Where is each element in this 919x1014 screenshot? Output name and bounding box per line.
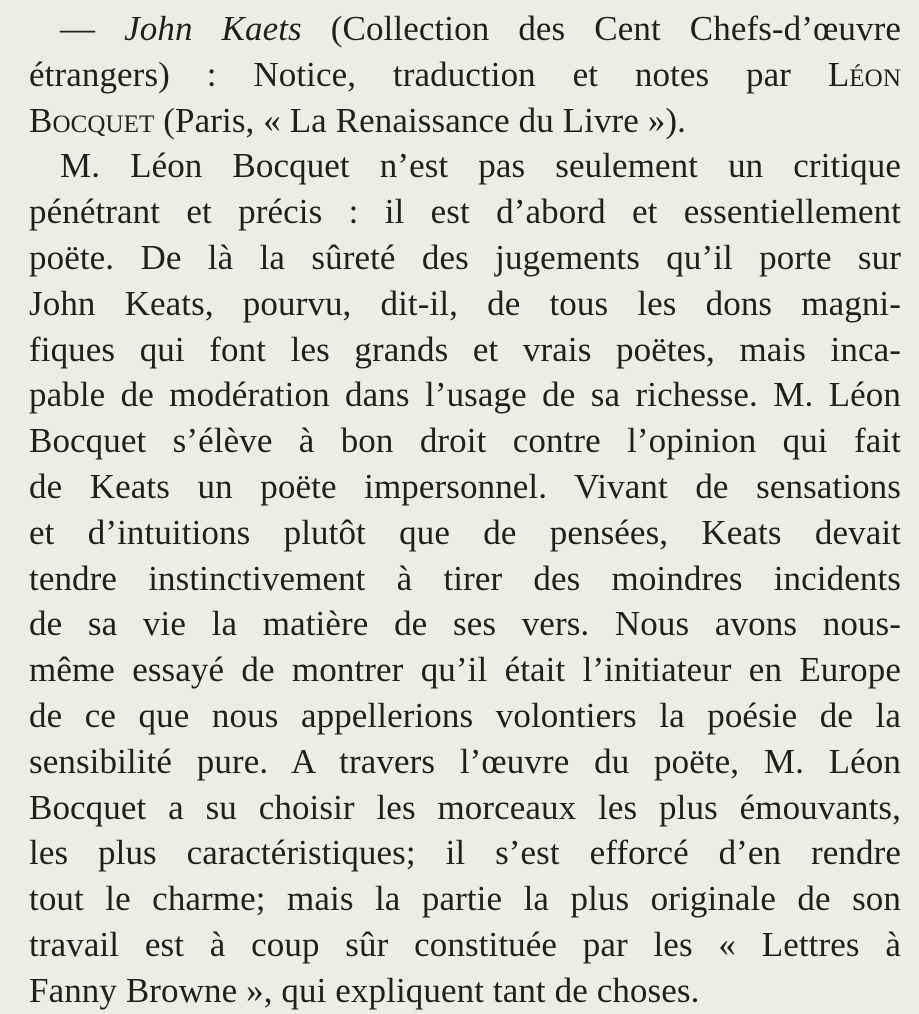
entry-line-1: (Collection des Cent Chefs-d’œuvre xyxy=(301,9,902,48)
entry-title: John Kaets xyxy=(124,9,302,48)
body-line-2: pénétrant et précis : il est d’abord et essentiellement xyxy=(29,192,901,232)
body-line-12: même essayé de montrer qu’il était l’initiateur en Europe xyxy=(29,650,901,690)
entry-publisher: (Paris, « La Renaissance du Livre »). xyxy=(154,100,686,140)
body-line-14: sensibilité pure. A travers l’œuvre du poëte, M. Léon xyxy=(29,741,901,781)
body-line-1: M. Léon Bocquet n’est pas seulement un critique xyxy=(60,146,901,186)
entry-line-2: étrangers) : Notice, traduction et notes par xyxy=(29,54,828,94)
body-line-6: pable de modération dans l’usage de sa richesse. M. Léon xyxy=(29,375,901,415)
body-line-19: Fanny Browne », qui expliquent tant de choses. xyxy=(29,970,700,1010)
body-line-5: fiques qui font les grands et vrais poëtes, mais inca- xyxy=(29,329,901,369)
body-line-9: et d’intuitions plutôt que de pensées, Keats devait xyxy=(29,512,901,552)
entry-heading-line-1 xyxy=(29,6,901,52)
translator-first-name: Léon xyxy=(827,54,901,94)
entry-heading-line-2 xyxy=(29,52,901,98)
body-line-18: travail est à coup sûr constituée par les « Lettres à xyxy=(29,924,901,964)
body-line-10: tendre instinctivement à tirer des moindres incidents xyxy=(29,558,901,598)
translator-last-name: Bocquet xyxy=(29,100,155,140)
entry-heading-line-3 xyxy=(29,98,901,144)
body-line-17: tout le charme; mais la partie la plus originale de son xyxy=(29,879,901,919)
entry-dash: — xyxy=(60,9,125,48)
body-line-7: Bocquet s’élève à bon droit contre l’opinion qui fait xyxy=(29,421,901,461)
body-line-8: de Keats un poëte impersonnel. Vivant de sensations xyxy=(29,466,901,506)
review-text xyxy=(29,6,901,1014)
body-line-4: John Keats, pourvu, dit-il, de tous les dons magni- xyxy=(29,283,901,323)
body-line-16: les plus caractéristiques; il s’est efforcé d’en rendre xyxy=(29,833,901,873)
body-line-11: de sa vie la matière de ses vers. Nous avons nous- xyxy=(29,604,901,644)
body-line-15: Bocquet a su choisir les morceaux les plus émouvants, xyxy=(29,787,901,827)
body-line-3: poëte. De là la sûreté des jugements qu’il porte sur xyxy=(29,237,901,277)
body-line-13: de ce que nous appellerions volontiers la poésie de la xyxy=(29,695,901,735)
